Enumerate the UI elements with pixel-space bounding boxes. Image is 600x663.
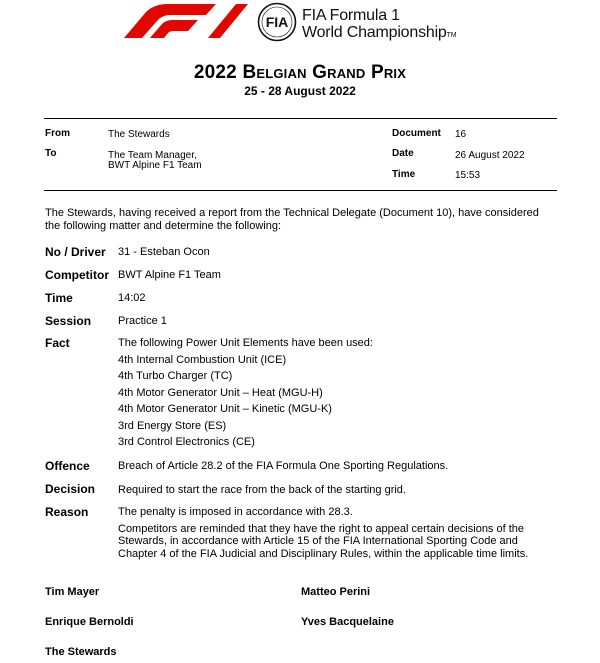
championship-name: [302, 7, 456, 44]
date-value: 26 August 2022: [455, 150, 525, 161]
fact-item: 4th Internal Combustion Unit (ICE): [118, 353, 287, 366]
decision-label: Decision: [45, 482, 96, 496]
reason-text: [118, 506, 558, 560]
championship-line1: FIA Formula 1: [302, 7, 400, 24]
fia-logo-icon: [255, 2, 299, 42]
fact-item: The following Power Unit Elements have been used:: [118, 337, 373, 349]
time-row-value: 14:02: [118, 292, 146, 304]
date-label: Date: [392, 148, 414, 159]
f1-logo-icon: [124, 2, 248, 38]
decision-value: Required to start the race from the back of the starting grid.: [118, 484, 406, 496]
intro-paragraph: The Stewards, having received a report from the Technical Delegate (Document 10), have considered the following matter and determine the following:: [45, 207, 539, 232]
divider-bottom: [44, 190, 557, 191]
competitor-label: Competitor: [45, 268, 109, 282]
time-value: 15:53: [455, 170, 481, 181]
time-row-label: Time: [45, 291, 73, 305]
from-value: The Stewards: [108, 129, 170, 140]
session-label: Session: [45, 314, 92, 328]
steward-name: Yves Bacquelaine: [301, 616, 394, 628]
to-value-line2: BWT Alpine F1 Team: [108, 160, 202, 171]
championship-line2: World Championship: [302, 24, 447, 41]
to-label: To: [45, 148, 57, 159]
fact-label: Fact: [45, 336, 70, 350]
fact-item: 4th Motor Generator Unit – Kinetic (MGU-K): [118, 403, 332, 415]
time-label: Time: [392, 169, 416, 180]
steward-name: Enrique Bernoldi: [45, 616, 134, 628]
driver-label: No / Driver: [45, 245, 106, 259]
document-meta: [0, 118, 600, 191]
document-value: 16: [455, 129, 467, 140]
offence-value: Breach of Article 28.2 of the FIA Formula One Sporting Regulations.: [118, 460, 449, 472]
driver-value: 31 - Esteban Ocon: [118, 246, 210, 258]
fact-item: 3rd Control Electronics (CE): [118, 436, 255, 448]
fact-list: [118, 335, 558, 451]
steward-name: Tim Mayer: [45, 586, 100, 598]
document-label: Document: [392, 128, 441, 139]
session-value: Practice 1: [118, 315, 167, 327]
reason-paragraph-1: The penalty is imposed in accordance with 28.3.: [118, 506, 353, 518]
event-dates: 25 - 28 August 2022: [244, 84, 356, 98]
page-title: [0, 62, 600, 84]
to-value-line1: The Team Manager,: [108, 150, 197, 161]
reason-label: Reason: [45, 505, 89, 519]
event-year: 2022: [193, 62, 237, 83]
steward-name: Matteo Perini: [301, 586, 371, 598]
fact-item: 3rd Energy Store (ES): [118, 419, 227, 432]
event-name: Belgian Grand Prix: [242, 62, 407, 83]
header: [0, 0, 600, 52]
divider-top: [44, 118, 557, 119]
offence-label: Offence: [45, 459, 90, 473]
competitor-value: BWT Alpine F1 Team: [118, 269, 221, 281]
fact-item: 4th Motor Generator Unit – Heat (MGU-H): [118, 386, 323, 399]
reason-paragraph-2: Competitors are reminded that they have the right to appeal certain decisions of the Stewards, in accordance with Article 15 of the FIA International Sporting Code and Chapter 4 of the FIA Judicial and Disciplinary Rules, within the applicable time limits.: [118, 522, 529, 560]
fact-item: 4th Turbo Charger (TC): [118, 370, 233, 382]
fia-logo-text: FIA: [265, 14, 289, 30]
stewards-footer: The Stewards: [45, 646, 117, 658]
from-label: From: [45, 128, 70, 139]
trademark: TM: [446, 32, 457, 39]
